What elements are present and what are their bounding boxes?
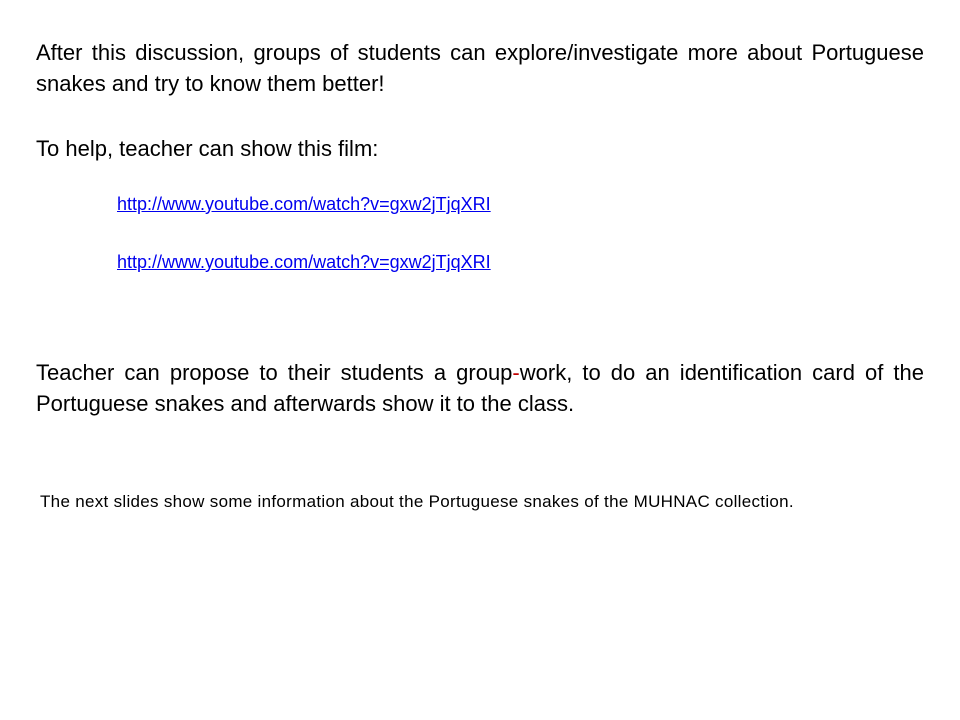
youtube-link-2[interactable]: http://www.youtube.com/watch?v=gxw2jTjqXRI [117, 252, 491, 272]
groupwork-text-start: Teacher can propose to their students a group [36, 360, 513, 385]
groupwork-hyphen: - [512, 360, 520, 385]
youtube-link-1[interactable]: http://www.youtube.com/watch?v=gxw2jTjqXRI [117, 194, 491, 214]
groupwork-text-end: work, to do an identification card of the Portuguese snakes and afterwards show it to the class. [36, 360, 924, 416]
groupwork-paragraph [36, 357, 924, 419]
next-slides-note: The next slides show some information about the Portuguese snakes of the MUHNAC collection. [40, 492, 794, 511]
intro-paragraph: After this discussion, groups of students can explore/investigate more about Portuguese snakes and try to know them better! [36, 40, 924, 96]
film-prompt: To help, teacher can show this film: [36, 136, 379, 161]
